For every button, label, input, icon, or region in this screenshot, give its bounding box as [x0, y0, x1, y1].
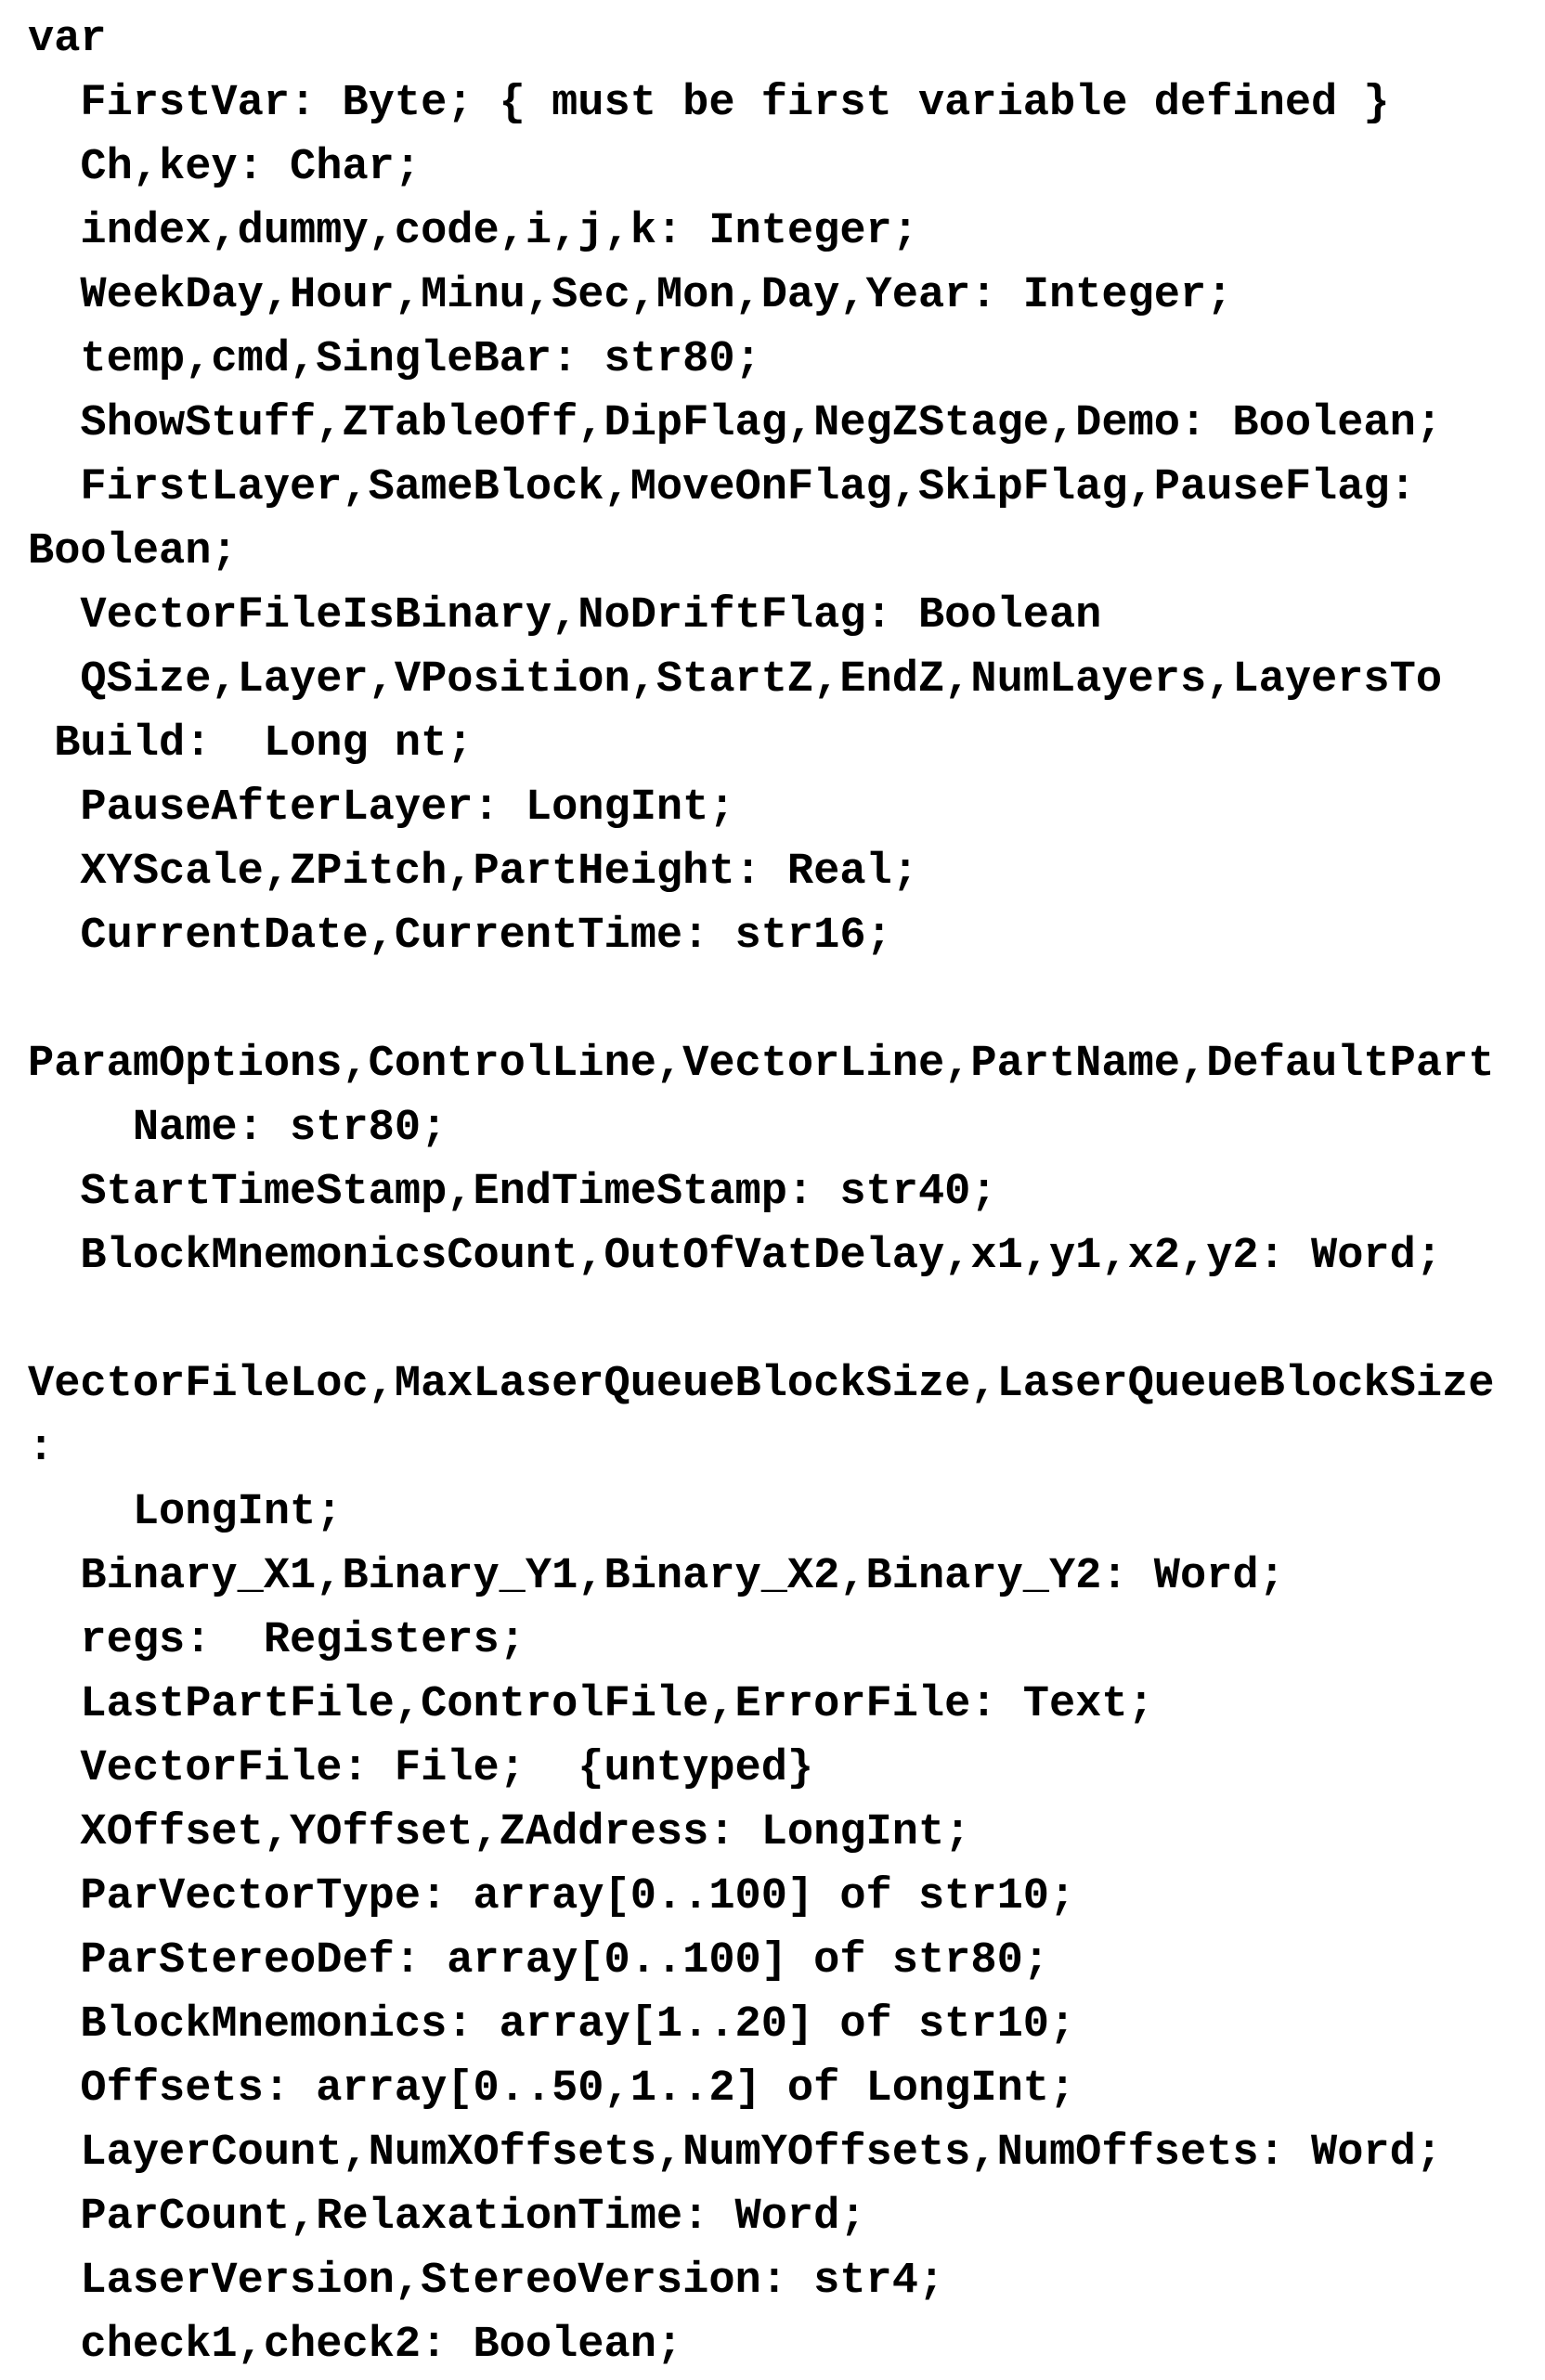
code-line: LayerCount,NumXOffsets,NumYOffsets,NumOffsets: Word; — [28, 2128, 1443, 2178]
code-line: VectorFileIsBinary,NoDriftFlag: Boolean — [28, 591, 1102, 640]
code-line: LongInt; — [28, 1488, 343, 1537]
code-line: Binary_X1,Binary_Y1,Binary_X2,Binary_Y2: Word; — [28, 1552, 1285, 1601]
code-line: check1,check2: Boolean; — [28, 2321, 683, 2370]
code-line: ParVectorType: array[0..100] of str10; — [28, 1872, 1076, 1921]
code-line: index,dummy,code,i,j,k: Integer; — [28, 207, 918, 256]
code-line: XYScale,ZPitch,PartHeight: Real; — [28, 847, 918, 897]
code-line: ParamOptions,ControlLine,VectorLine,PartName,DefaultPart — [28, 1040, 1495, 1089]
code-line: ParStereoDef: array[0..100] of str80; — [28, 1936, 1049, 1985]
code-line: QSize,Layer,VPosition,StartZ,EndZ,NumLayers,LayersTo — [28, 655, 1443, 705]
code-line: ShowStuff,ZTableOff,DipFlag,NegZStage,Demo: Boolean; — [28, 399, 1443, 448]
code-line: VectorFile: File; {untyped} — [28, 1744, 814, 1793]
code-line — [28, 1288, 1545, 1352]
code-line: FirstLayer,SameBlock,MoveOnFlag,SkipFlag,PauseFlag: — [28, 463, 1416, 512]
code-line: : — [28, 1424, 55, 1473]
code-line: BlockMnemonicsCount,OutOfVatDelay,x1,y1,x2,y2: Word; — [28, 1232, 1443, 1281]
code-line: StartTimeStamp,EndTimeStamp: str40; — [28, 1168, 997, 1217]
code-line: CurrentDate,CurrentTime: str16; — [28, 912, 892, 961]
code-line: WeekDay,Hour,Minu,Sec,Mon,Day,Year: Integer; — [28, 271, 1233, 320]
code-line: PauseAfterLayer: LongInt; — [28, 783, 735, 833]
code-line: Name: str80; — [28, 1104, 448, 1153]
code-line: temp,cmd,SingleBar: str80; — [28, 335, 761, 384]
code-line: LastPartFile,ControlFile,ErrorFile: Text; — [28, 1680, 1154, 1729]
code-line — [28, 968, 1545, 1032]
code-listing — [28, 7, 1545, 2377]
code-line: regs: Registers; — [28, 1616, 526, 1665]
code-line: XOffset,YOffset,ZAddress: LongInt; — [28, 1808, 971, 1857]
code-line: Build: Long nt; — [28, 719, 474, 769]
code-line: LaserVersion,StereoVersion: str4; — [28, 2257, 945, 2306]
code-line: Boolean; — [28, 527, 238, 576]
code-line: FirstVar: Byte; { must be first variable defined } — [28, 79, 1390, 128]
code-line: Ch,key: Char; — [28, 143, 422, 192]
code-line: ParCount,RelaxationTime: Word; — [28, 2192, 866, 2242]
code-line: var — [28, 15, 107, 64]
code-line: Offsets: array[0..50,1..2] of LongInt; — [28, 2064, 1076, 2114]
code-line: VectorFileLoc,MaxLaserQueueBlockSize,LaserQueueBlockSize — [28, 1360, 1495, 1409]
code-line: BlockMnemonics: array[1..20] of str10; — [28, 2000, 1076, 2050]
